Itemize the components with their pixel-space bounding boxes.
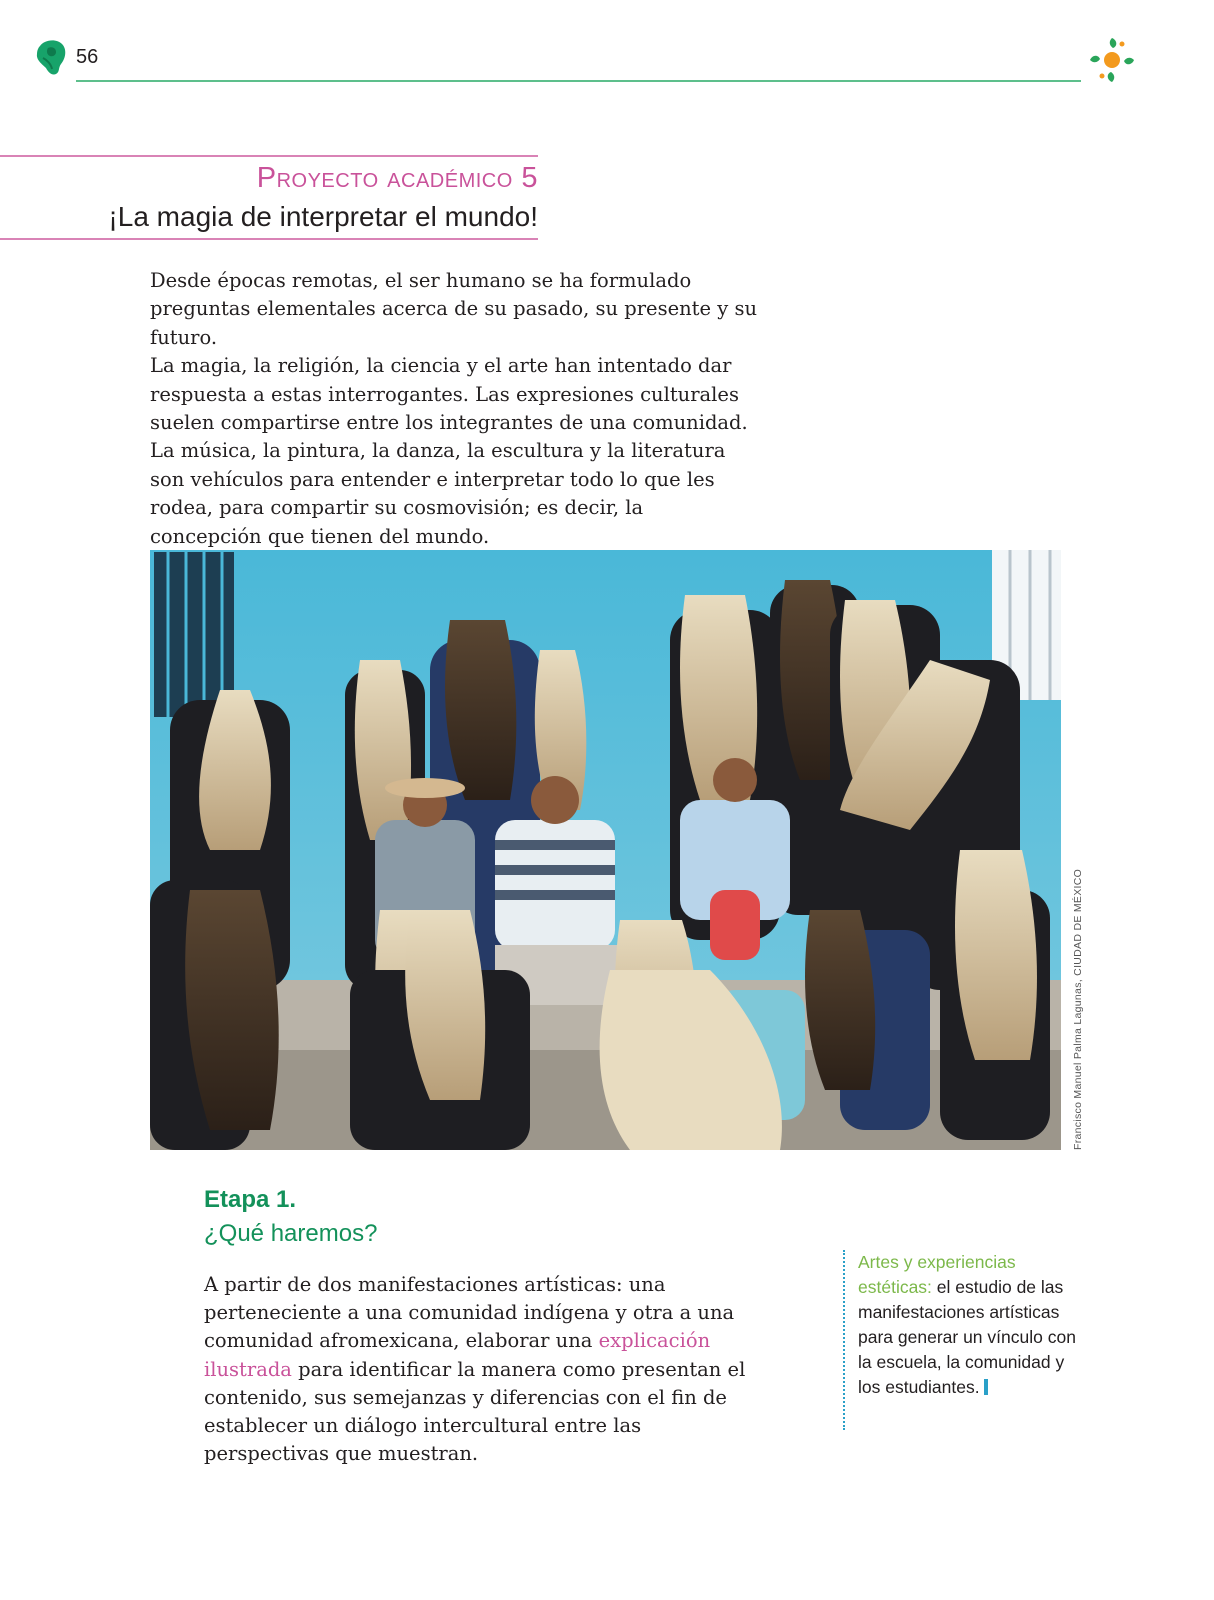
photo-credit: Francisco Manuel Palma Lagunas, CIUDAD DE MÉXICO — [1072, 868, 1084, 1150]
page-number: 56 — [76, 46, 99, 68]
intro-paragraph: La magia, la religión, la ciencia y el arte han intentado dar respuesta a estas interrogantes. Las expresiones culturales suelen compartirse entre los integrantes de una comunidad. La música, la pintura, la danza, la escultura y la literatura son vehículos para entender e interpretar todo lo que les rodea, para compartir su cosmovisión; es decir, la concepción que tienen del mundo. — [150, 354, 748, 548]
title-rule-top — [0, 155, 538, 157]
stage-title: Etapa 1. — [204, 1186, 297, 1213]
stage-subtitle: ¿Qué haremos? — [204, 1220, 378, 1247]
orange-green-flower-icon — [1086, 34, 1138, 86]
glossary-box — [843, 1250, 1088, 1430]
glossary-definition: el estudio de las manifestaciones artísticas para generar un vínculo con la escuela, la comunidad y los estudiantes. — [858, 1277, 1076, 1397]
dancers-photo — [150, 550, 1061, 1150]
green-leaf-figure-icon — [34, 38, 70, 76]
stage-text-end: para identificar la manera como presentan el contenido, sus semejanzas y diferencias con el fin de establecer un diálogo intercultural entre las perspectivas que muestran. — [204, 1357, 746, 1466]
project-title: ¡La magia de interpretar el mundo! — [108, 201, 538, 232]
title-rule-bottom — [0, 238, 538, 240]
glossary-term: Artes y experiencias estéticas: — [858, 1252, 1016, 1297]
stage-text — [204, 1271, 769, 1468]
intro-text — [150, 267, 760, 551]
stage-text-start: A partir de dos manifestaciones artísticas: una perteneciente a una comunidad indígena y otra a una comunidad afromexicana, elaborar una — [204, 1273, 735, 1353]
intro-paragraph: Desde épocas remotas, el ser humano se ha formulado preguntas elementales acerca de su pasado, su presente y su futuro. — [150, 269, 758, 349]
project-label: Proyecto académico 5 — [256, 162, 538, 194]
header-rule — [76, 80, 1081, 82]
end-mark-icon — [984, 1379, 988, 1395]
highlighted-term: explicación ilustrada — [204, 1329, 711, 1381]
